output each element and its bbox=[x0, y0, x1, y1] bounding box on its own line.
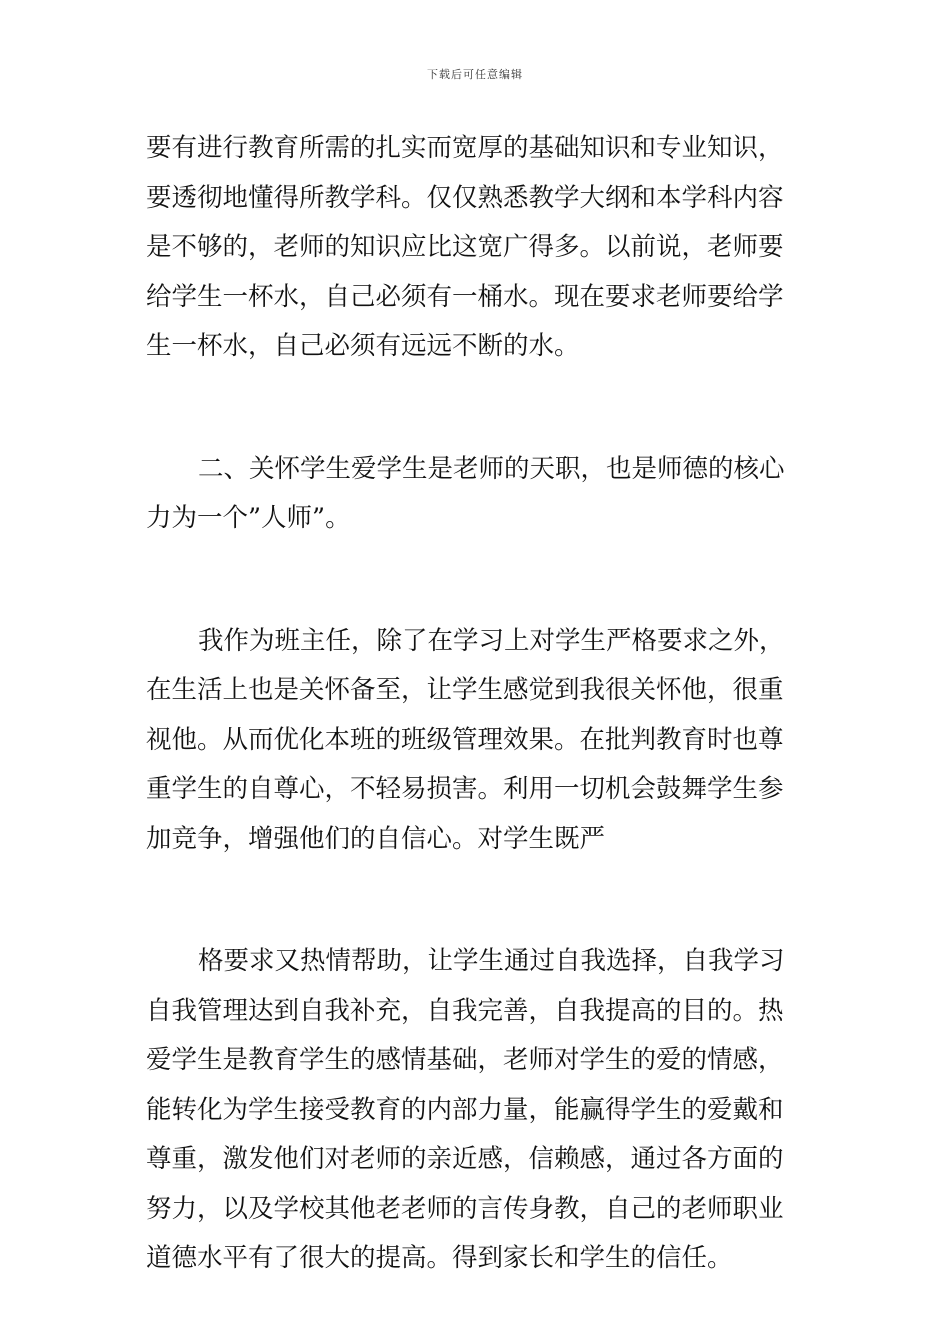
text-line: 二、关怀学生爱学生是老师的天职，也是师德的核心 bbox=[198, 453, 785, 484]
document-body bbox=[146, 124, 808, 1284]
text-line: 自我管理达到自我补充，自我完善，自我提高的目的。热 bbox=[146, 995, 784, 1026]
text-line: 努力，以及学校其他老老师的言传身教，自己的老师职业 bbox=[146, 1193, 784, 1224]
paragraph-love-students bbox=[146, 937, 808, 1284]
text-line: 要透彻地懂得所教学科。仅仅熟悉教学大纲和本学科内容 bbox=[146, 182, 784, 213]
text-line: 我作为班主任，除了在学习上对学生严格要求之外， bbox=[198, 625, 785, 656]
text-line: 在生活上也是关怀备至，让学生感觉到我很关怀他，很重 bbox=[146, 675, 784, 705]
text-line: 尊重，激发他们对老师的亲近感，信赖感，通过各方面的 bbox=[146, 1144, 784, 1174]
text-line: 生一杯水，自己必须有远远不断的水。 bbox=[146, 331, 580, 361]
paragraph-gap bbox=[146, 372, 808, 445]
text-line: 道德水平有了很大的提高。得到家长和学生的信任。 bbox=[146, 1243, 733, 1273]
text-line: 力为一个”人师”。 bbox=[146, 503, 351, 533]
text-line: 是不够的，老师的知识应比这宽广得多。以前说，老师要 bbox=[146, 232, 784, 262]
text-line: 要有进行教育所需的扎实而宽厚的基础知识和专业知识， bbox=[146, 133, 784, 163]
paragraph-knowledge bbox=[146, 124, 808, 372]
page-header-note: 下载后可任意编辑 bbox=[427, 68, 523, 81]
paragraph-gap bbox=[146, 864, 808, 937]
paragraph-class-teacher bbox=[146, 617, 808, 865]
text-line: 能转化为学生接受教育的内部力量，能赢得学生的爱戴和 bbox=[146, 1094, 784, 1125]
text-line: 爱学生是教育学生的感情基础，老师对学生的爱的情感， bbox=[146, 1045, 784, 1075]
text-line: 视他。从而优化本班的班级管理效果。在批判教育时也尊 bbox=[146, 724, 784, 755]
paragraph-section-two bbox=[146, 445, 808, 544]
text-line: 给学生一杯水，自己必须有一桶水。现在要求老师要给学 bbox=[146, 281, 784, 312]
text-line: 重学生的自尊心，不轻易损害。利用一切机会鼓舞学生参 bbox=[146, 774, 784, 804]
text-line: 加竞争，增强他们的自信心。对学生既严 bbox=[146, 823, 606, 854]
text-line: 格要求又热情帮助，让学生通过自我选择，自我学习 bbox=[198, 946, 785, 976]
paragraph-gap bbox=[146, 544, 808, 617]
